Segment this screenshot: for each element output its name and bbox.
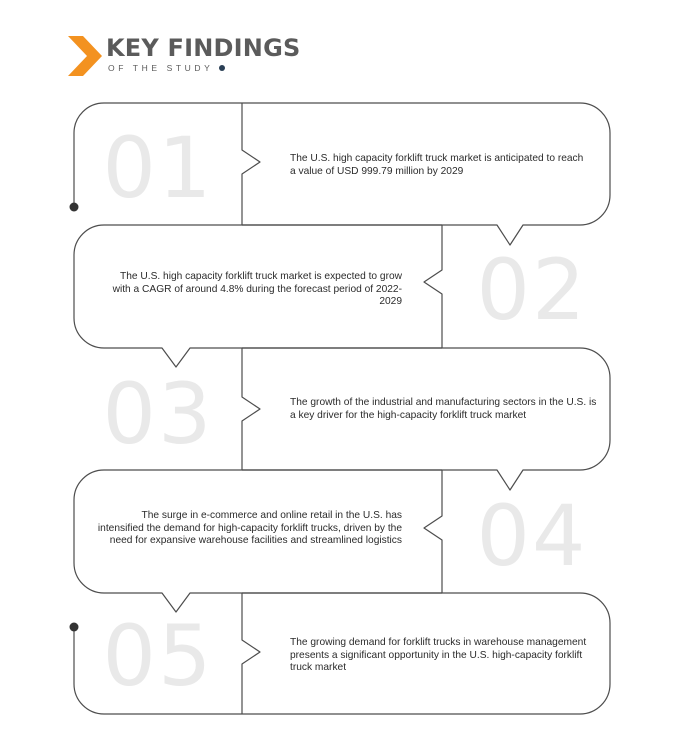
- finding-text-3: The growth of the industrial and manufacturing sectors in the U.S. is a key driver for the high-capacity forklift truck market: [290, 397, 597, 421]
- finding-number-3: 03: [102, 365, 214, 463]
- finding-text-2: The U.S. high capacity forklift truck market is expected to grow with a CAGR of around 4.8% during the forecast period of 2022-2029: [112, 271, 402, 308]
- page-title: KEY FINDINGS: [106, 34, 301, 62]
- end-dot-icon: [70, 623, 79, 632]
- start-dot-icon: [70, 203, 79, 212]
- finding-divider-4: [424, 470, 442, 593]
- finding-number-4: 04: [476, 487, 588, 585]
- finding-text-5: The growing demand for forklift trucks in warehouse management presents a significant opportunity in the U.S. high-capacity forklift truck market: [290, 637, 587, 674]
- finding-divider-5: [242, 593, 260, 714]
- finding-text-4: The surge in e-commerce and online retail in the U.S. has intensified the demand for high-capacity forklift trucks, driven by the need for expansive warehouse facilities and streamlined logistics: [97, 510, 402, 547]
- finding-divider-1: [242, 103, 260, 225]
- finding-number-2: 02: [476, 241, 588, 339]
- finding-divider-3: [242, 348, 260, 470]
- finding-number-5: 05: [102, 607, 214, 705]
- finding-text-1: The U.S. high capacity forklift truck market is anticipated to reach a value of USD 999.79 million by 2029: [290, 153, 584, 177]
- finding-divider-2: [424, 225, 442, 348]
- page-subtitle: OF THE STUDY: [108, 63, 214, 73]
- finding-number-1: 01: [102, 119, 214, 217]
